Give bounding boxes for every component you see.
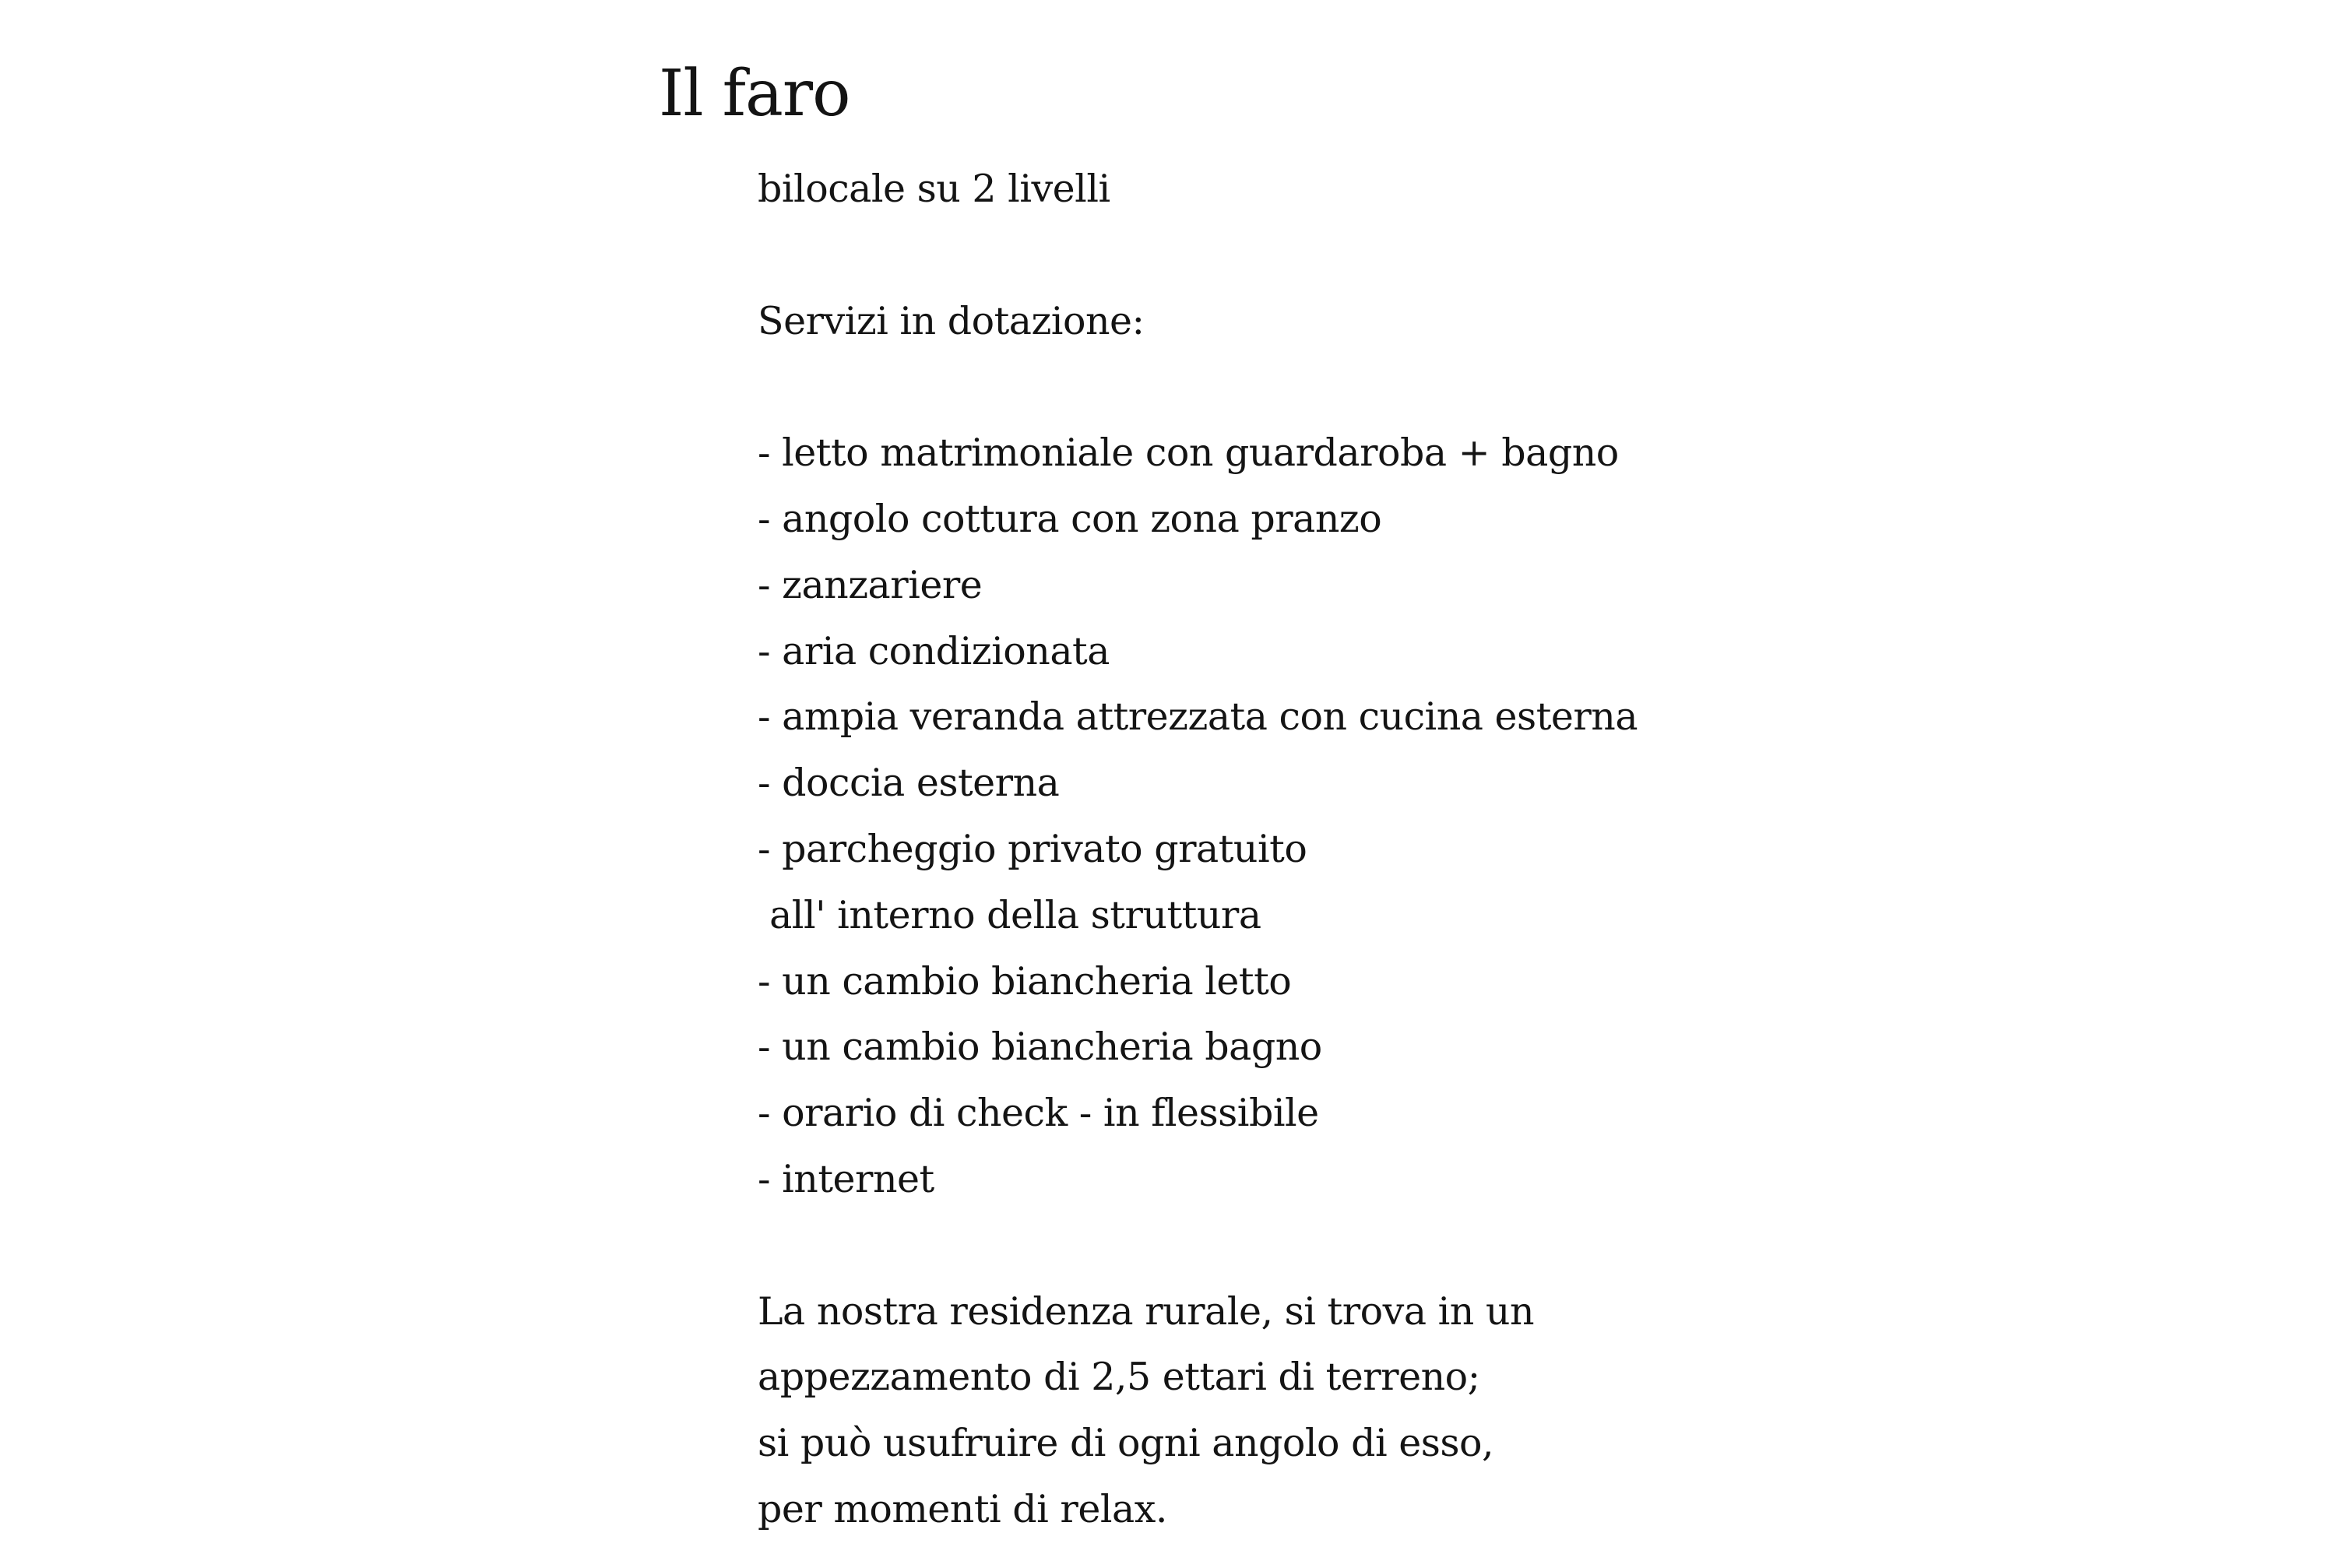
list-item: - zanzariere — [758, 562, 983, 607]
services-heading: Servizi in dotazione: — [758, 298, 1145, 343]
description-paragraph — [758, 1279, 2081, 1543]
list-item: - aria condizionata — [758, 628, 1110, 673]
list-item: - ampia veranda attrezzata con cucina esterna — [758, 694, 1638, 740]
list-item: - internet — [758, 1156, 934, 1201]
blank-line — [758, 1213, 2081, 1279]
list-item: - letto matrimoniale con guardaroba + bagno — [758, 431, 1619, 476]
subtitle: bilocale su 2 livelli — [758, 167, 1110, 211]
description-line: La nostra residenza rurale, si trova in un — [758, 1289, 1535, 1334]
blank-line — [758, 223, 2081, 289]
list-item: - un cambio biancheria letto — [758, 958, 1292, 1004]
list-item: - orario di check - in flessibile — [758, 1091, 1319, 1136]
list-item: - doccia esterna — [758, 761, 1060, 806]
page-title: Il faro — [659, 57, 850, 131]
description-line: si può usufruire di ogni angolo di esso, — [758, 1421, 1494, 1466]
blank-line — [758, 354, 2081, 420]
list-item: all' interno della struttura — [758, 892, 1261, 937]
description-line: per momenti di relax. — [758, 1486, 1167, 1531]
list-item: - angolo cottura con zona pranzo — [758, 496, 1382, 541]
services-list — [758, 420, 2081, 1213]
document-body — [758, 156, 2081, 1543]
list-item: - parcheggio privato gratuito — [758, 826, 1307, 871]
list-item: - un cambio biancheria bagno — [758, 1025, 1322, 1070]
description-line: appezzamento di 2,5 ettari di terreno; — [758, 1355, 1480, 1400]
